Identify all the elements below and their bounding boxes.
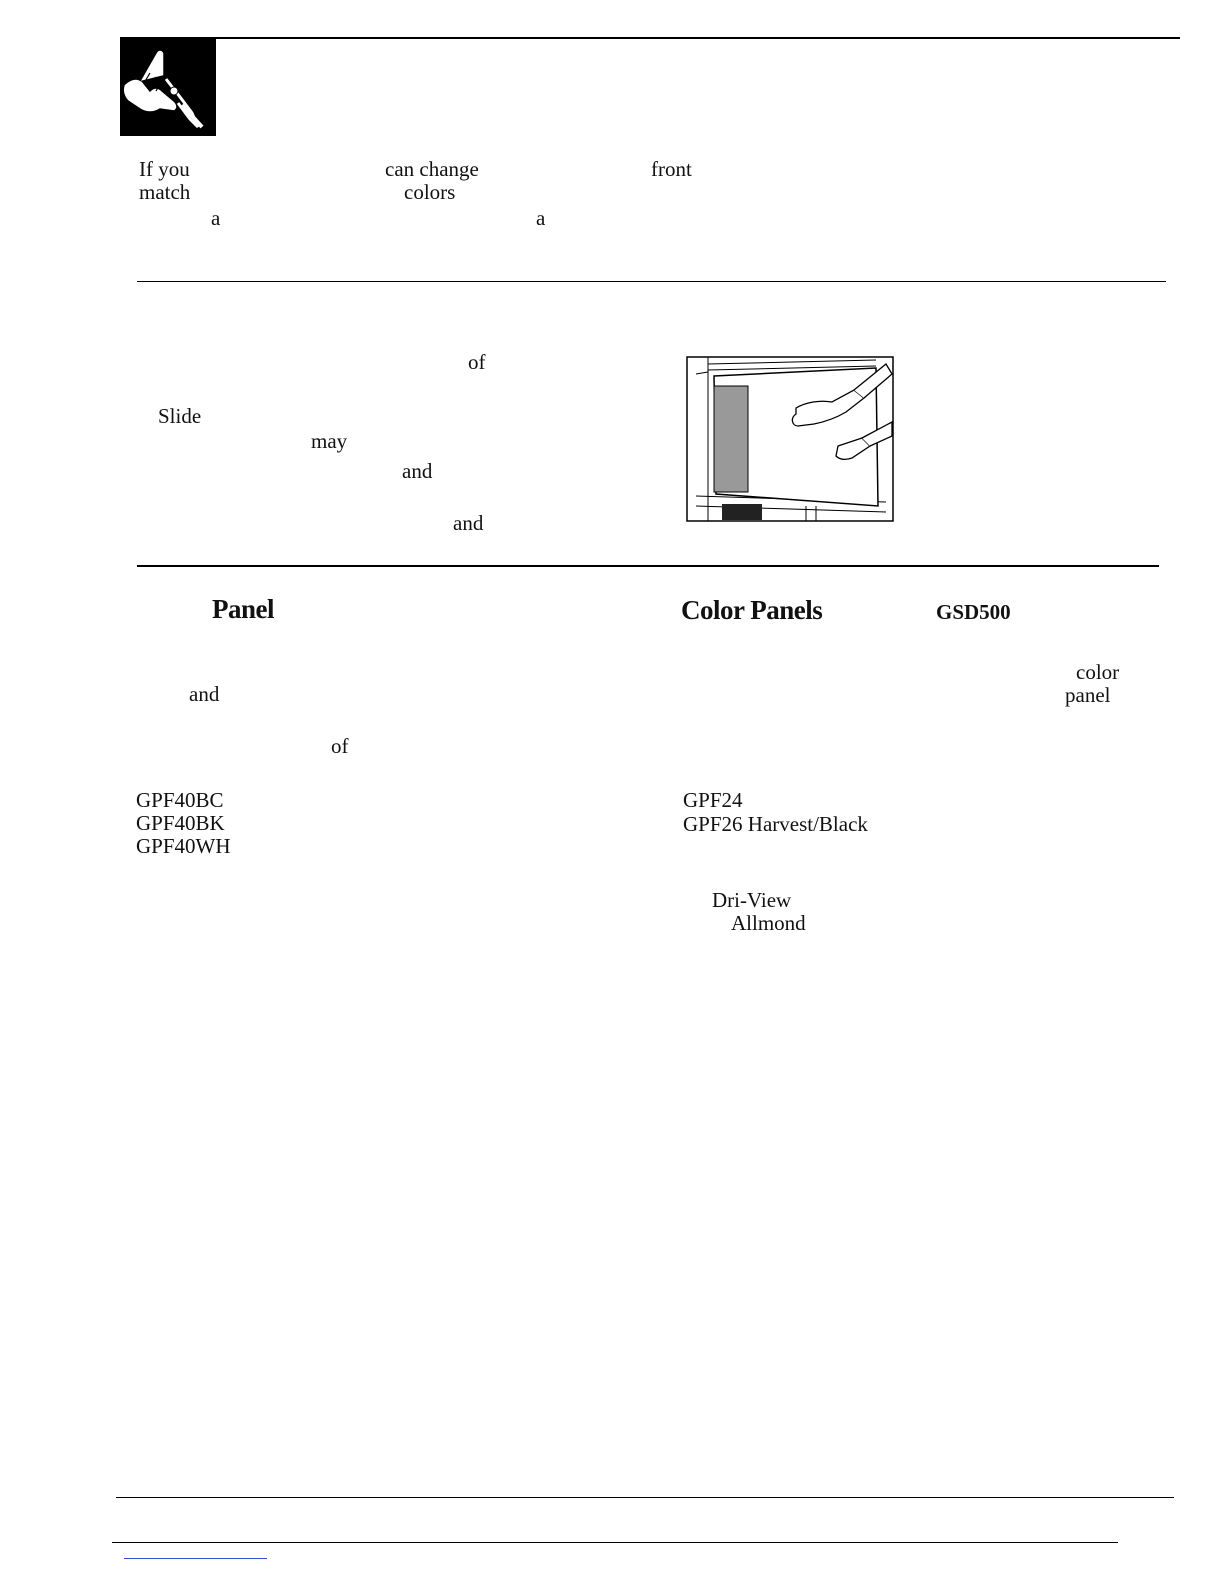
footer-link-underline[interactable] — [124, 1558, 267, 1559]
intro-line3-word1: a — [211, 206, 221, 230]
steps-frag-and1: and — [402, 459, 433, 483]
intro-line1-word1: If you — [139, 157, 190, 181]
right-frag-color: color — [1076, 660, 1120, 684]
left-frag-and: and — [189, 682, 220, 706]
hand-with-screwdriver-icon — [120, 39, 216, 136]
right-frag-panel: panel — [1065, 683, 1111, 707]
right-model-heading: GSD500 — [936, 600, 1011, 624]
section-divider — [137, 281, 1166, 282]
intro-line3-word2: a — [536, 206, 546, 230]
left-frag-of: of — [331, 734, 349, 758]
steps-frag-and2: and — [453, 511, 484, 535]
intro-line1-word2: can change — [385, 157, 479, 181]
right-extra-1: Dri-View — [712, 888, 792, 912]
right-section-heading: Color Panels — [681, 595, 823, 625]
section-divider-2 — [137, 565, 1159, 567]
steps-frag-of: of — [468, 350, 486, 374]
footer-rule-1 — [116, 1497, 1174, 1498]
intro-line2-word1: match — [139, 180, 191, 204]
left-model-2: GPF40BK — [136, 811, 225, 835]
steps-frag-may: may — [311, 429, 348, 453]
header-rule — [120, 37, 1180, 39]
hands-removing-panel-illustration — [686, 356, 894, 522]
steps-frag-slide: Slide — [158, 404, 202, 428]
right-model-2: GPF26 Harvest/Black — [683, 812, 868, 836]
intro-line1-word3: front — [651, 157, 692, 181]
intro-line2-word2: colors — [404, 180, 456, 204]
left-section-heading: Panel — [212, 594, 274, 624]
right-extra-2: Allmond — [731, 911, 806, 935]
right-model-1: GPF24 — [683, 788, 743, 812]
footer-rule-2 — [112, 1542, 1118, 1543]
left-model-3: GPF40WH — [136, 834, 231, 858]
left-model-1: GPF40BC — [136, 788, 224, 812]
